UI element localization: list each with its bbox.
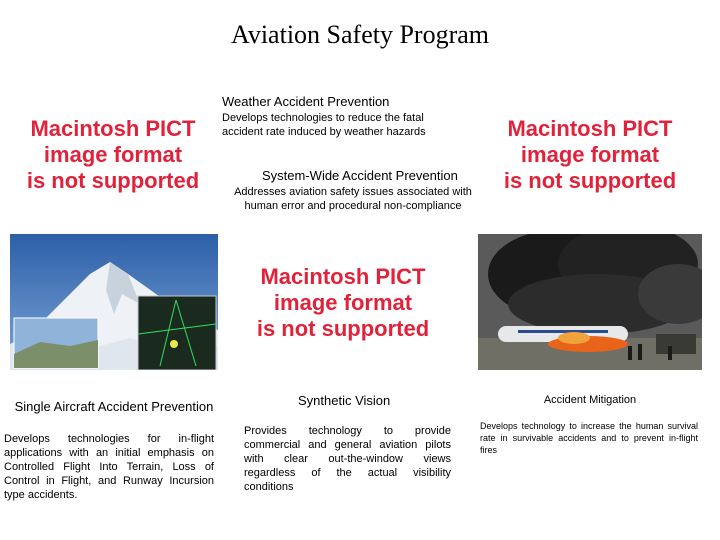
accident-mitigation-text: Develops technology to increase the human survival rate in survivable accidents and to prevent in-flight fires [480, 421, 698, 455]
pict-placeholder-right: Macintosh PICT image format is not supported [503, 116, 677, 193]
synthetic-vision-heading: Synthetic Vision [298, 393, 391, 408]
system-wide-heading: System-Wide Accident Prevention [262, 168, 458, 183]
weather-text: Develops technologies to reduce the fatal accident rate induced by weather hazards [222, 112, 426, 138]
system-wide-text: Addresses aviation safety issues associated with human error and procedural non-compliance [234, 186, 472, 212]
page-title: Aviation Safety Program [230, 20, 490, 49]
single-aircraft-text: Develops technologies for in-flight applications with an initial emphasis on Controlled Flight Into Terrain, Loss of Control in Flight, and Runway Incursion type accidents. [4, 433, 214, 501]
single-aircraft-heading: Single Aircraft Accident Prevention [14, 399, 214, 414]
crash-photo [478, 234, 702, 370]
synthetic-vision-text: Provides technology to provide commercial and general aviation pilots with clear out-the-window views regardless of the actual visibility conditions [244, 425, 451, 493]
pict-placeholder-left: Macintosh PICT image format is not supported [26, 116, 200, 193]
pict-placeholder-center: Macintosh PICT image format is not supported [256, 264, 430, 341]
mountain-photo [10, 234, 218, 370]
accident-mitigation-heading: Accident Mitigation [543, 394, 637, 406]
weather-heading: Weather Accident Prevention [222, 94, 390, 109]
